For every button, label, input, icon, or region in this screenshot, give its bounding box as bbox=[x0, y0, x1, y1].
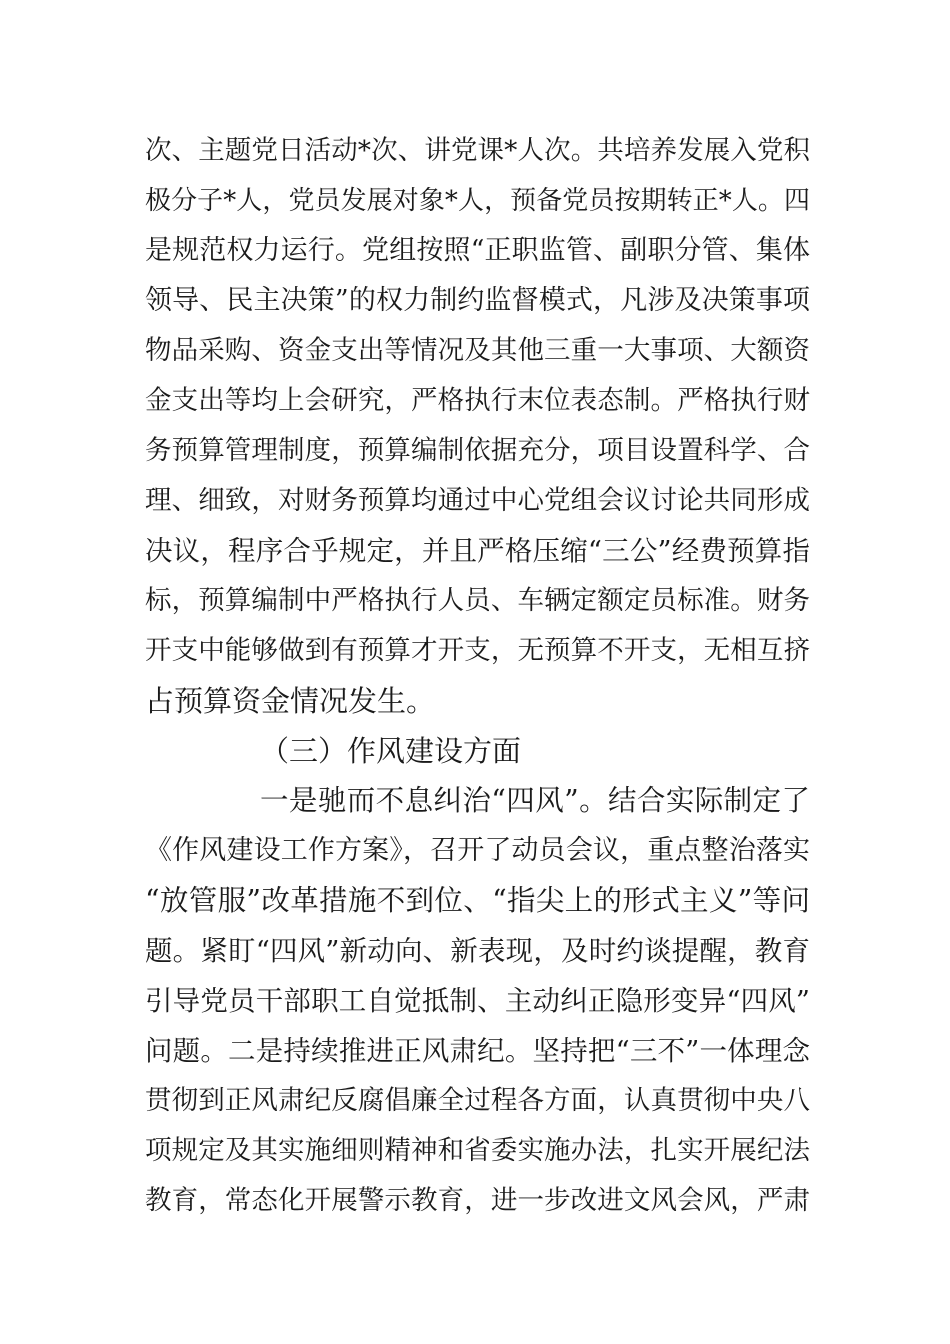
text-line: 引导党员干部职工自觉抵制、主动纠正隐形变异“四风” bbox=[145, 985, 810, 1017]
text-line: 问题。二是持续推进正风肃纪。坚持把“三不”一体理念 bbox=[145, 1035, 810, 1067]
text-line: 项规定及其实施细则精神和省委实施办法，扎实开展纪法 bbox=[145, 1135, 810, 1166]
text-line: 标，预算编制中严格执行人员、车辆定额定员标准。财务 bbox=[145, 585, 810, 616]
text-line: “放管服”改革措施不到位、“指尖上的形式主义”等问 bbox=[145, 884, 810, 917]
text-line: 金支出等均上会研究，严格执行末位表态制。严格执行财 bbox=[145, 385, 810, 416]
text-line: 务预算管理制度，预算编制依据充分，项目设置科学、合 bbox=[145, 435, 810, 466]
text-line: 题。紧盯“四风”新动向、新表现，及时约谈提醒，教育 bbox=[145, 935, 810, 967]
text-line: 物品采购、资金支出等情况及其他三重一大事项、大额资 bbox=[145, 335, 810, 366]
text-line: 决议，程序合乎规定，并且严格压缩“三公”经费预算指 bbox=[145, 535, 810, 567]
text-line: 领导、民主决策”的权力制约监督模式，凡涉及决策事项 bbox=[145, 285, 810, 316]
text-line: 《作风建设工作方案》，召开了动员会议，重点整治落实 bbox=[145, 835, 810, 866]
text-line: 一是驰而不息纠治“四风”。结合实际制定了 bbox=[260, 784, 810, 817]
text-line: 极分子*人，党员发展对象*人，预备党员按期转正*人。四 bbox=[145, 186, 810, 216]
section-heading: （三）作风建设方面 bbox=[260, 734, 522, 768]
text-line: 开支中能够做到有预算才开支，无预算不开支，无相互挤 bbox=[145, 635, 810, 666]
text-line: 占预算资金情况发生。 bbox=[145, 684, 436, 718]
text-line: 贯彻到正风肃纪反腐倡廉全过程各方面，认真贯彻中央八 bbox=[145, 1085, 810, 1116]
text-line: 次、主题党日活动*次、讲党课*人次。共培养发展入党积 bbox=[145, 135, 810, 166]
text-line: 是规范权力运行。党组按照“正职监管、副职分管、集体 bbox=[145, 235, 810, 266]
text-line: 教育，常态化开展警示教育，进一步改进文风会风，严肃 bbox=[145, 1185, 810, 1216]
text-line: 理、细致，对财务预算均通过中心党组会议讨论共同形成 bbox=[145, 485, 810, 516]
